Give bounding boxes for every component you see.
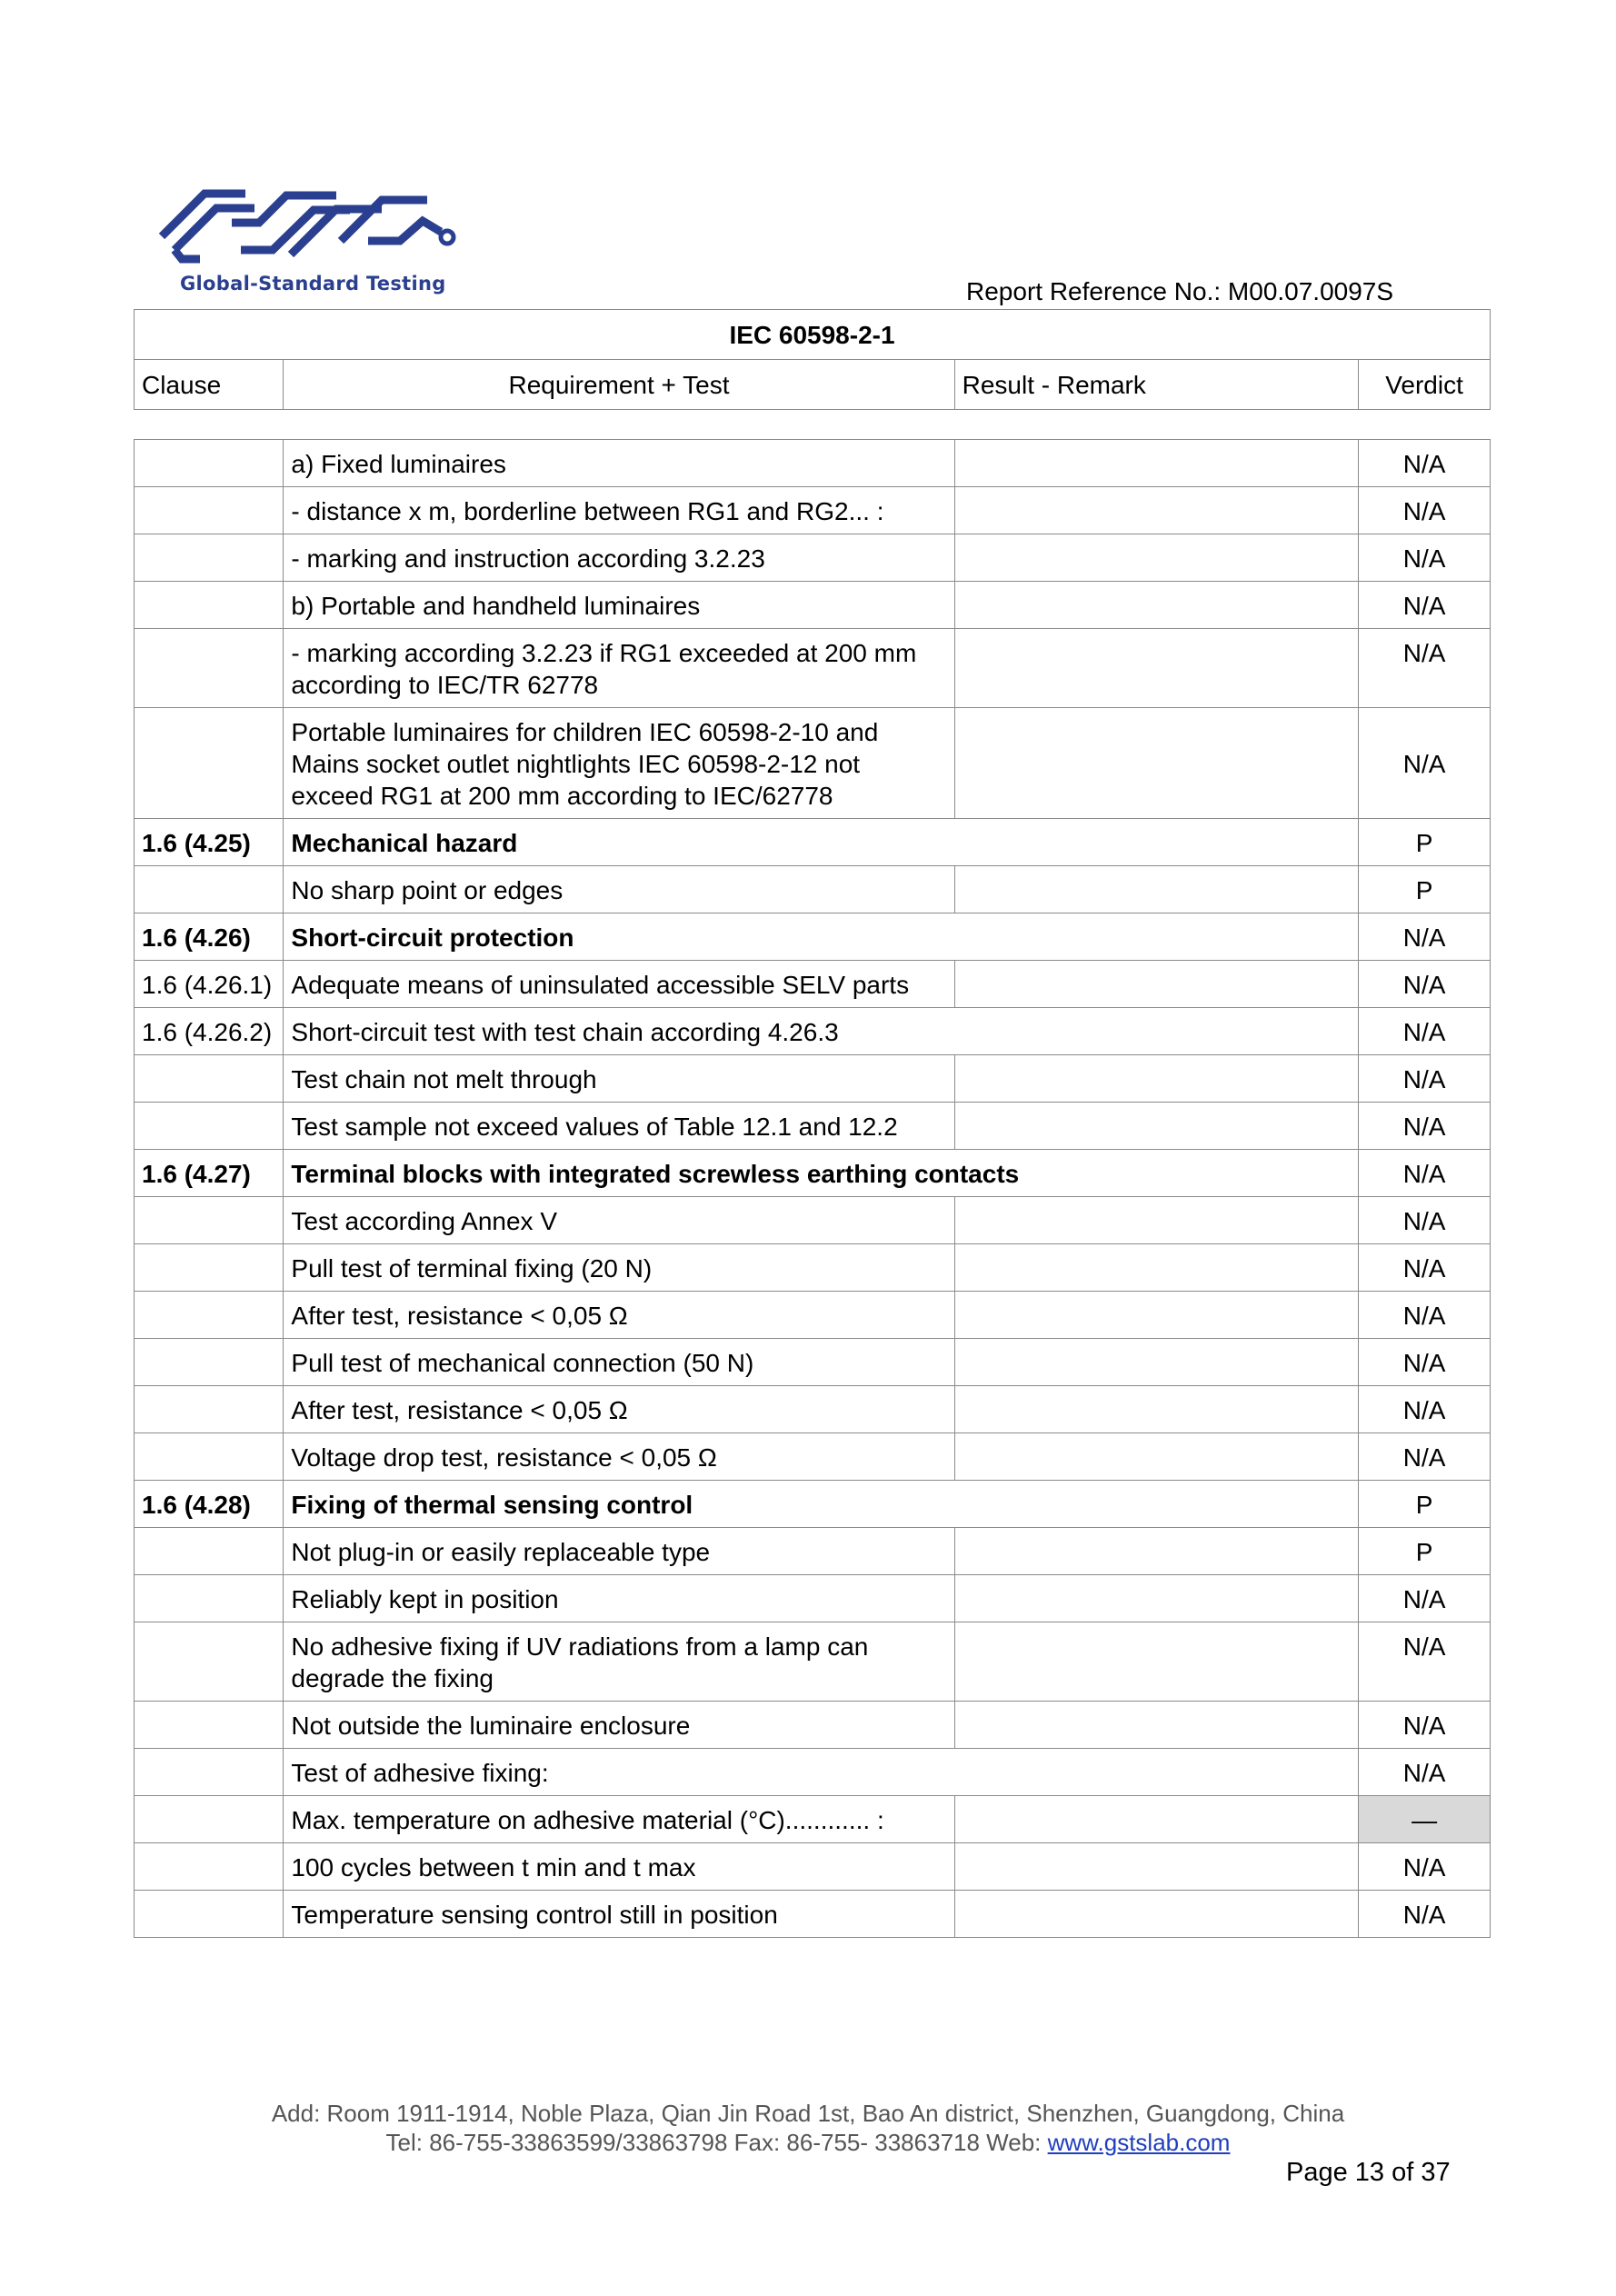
footer-contact bbox=[0, 2129, 1616, 2157]
requirement-cell: 100 cycles between t min and t max bbox=[284, 1843, 954, 1891]
result-cell bbox=[954, 1796, 1359, 1843]
clause-cell bbox=[135, 1702, 284, 1749]
requirement-cell: No sharp point or edges bbox=[284, 866, 954, 913]
result-cell bbox=[954, 1575, 1359, 1622]
standard-title: IEC 60598-2-1 bbox=[135, 310, 1491, 360]
requirement-cell: Temperature sensing control still in position bbox=[284, 1891, 954, 1938]
result-cell bbox=[954, 1055, 1359, 1103]
col-result-header: Result - Remark bbox=[954, 360, 1359, 410]
clause-cell bbox=[135, 1433, 284, 1481]
result-cell bbox=[954, 440, 1359, 487]
requirement-cell: Test chain not melt through bbox=[284, 1055, 954, 1103]
clause-cell bbox=[135, 1103, 284, 1150]
table-row bbox=[135, 708, 1491, 819]
verdict-cell: N/A bbox=[1359, 1244, 1491, 1292]
verdict-cell: N/A bbox=[1359, 1008, 1491, 1055]
verdict-cell: N/A bbox=[1359, 1702, 1491, 1749]
table-row bbox=[135, 819, 1491, 866]
result-cell bbox=[954, 1433, 1359, 1481]
clause-cell bbox=[135, 582, 284, 629]
table-row bbox=[135, 487, 1491, 534]
verdict-cell: N/A bbox=[1359, 629, 1491, 708]
requirement-cell: No adhesive fixing if UV radiations from a lamp can degrade the fixing bbox=[284, 1622, 954, 1702]
result-cell bbox=[954, 1843, 1359, 1891]
clause-cell: 1.6 (4.27) bbox=[135, 1150, 284, 1197]
requirement-cell: After test, resistance < 0,05 Ω bbox=[284, 1292, 954, 1339]
clause-cell bbox=[135, 1622, 284, 1702]
clause-cell bbox=[135, 534, 284, 582]
requirement-cell: Terminal blocks with integrated screwless earthing contacts bbox=[284, 1150, 1359, 1197]
table-row bbox=[135, 1197, 1491, 1244]
verdict-cell: N/A bbox=[1359, 1103, 1491, 1150]
requirement-cell: Portable luminaires for children IEC 60598-2-10 and Mains socket outlet nightlights IEC 60598-2-12 not exceed RG1 at 200 mm according to IEC/62778 bbox=[284, 708, 954, 819]
verdict-cell: N/A bbox=[1359, 1575, 1491, 1622]
result-cell bbox=[954, 1339, 1359, 1386]
table-row bbox=[135, 1843, 1491, 1891]
result-cell bbox=[954, 582, 1359, 629]
result-cell bbox=[954, 866, 1359, 913]
clause-cell bbox=[135, 1575, 284, 1622]
requirement-cell: - distance x m, borderline between RG1 and RG2... : bbox=[284, 487, 954, 534]
clause-cell bbox=[135, 1891, 284, 1938]
verdict-cell: N/A bbox=[1359, 534, 1491, 582]
verdict-cell: — bbox=[1359, 1796, 1491, 1843]
verdict-cell: P bbox=[1359, 1481, 1491, 1528]
table-row bbox=[135, 1622, 1491, 1702]
clause-cell: 1.6 (4.25) bbox=[135, 819, 284, 866]
verdict-cell: N/A bbox=[1359, 1055, 1491, 1103]
result-cell bbox=[954, 1622, 1359, 1702]
requirement-cell: - marking and instruction according 3.2.23 bbox=[284, 534, 954, 582]
report-reference: Report Reference No.: M00.07.0097S bbox=[966, 277, 1394, 305]
verdict-cell: P bbox=[1359, 1528, 1491, 1575]
requirement-cell: Short-circuit test with test chain according 4.26.3 bbox=[284, 1008, 1359, 1055]
result-cell bbox=[954, 534, 1359, 582]
table-row bbox=[135, 1008, 1491, 1055]
requirement-cell: Test of adhesive fixing: bbox=[284, 1749, 1359, 1796]
verdict-cell: N/A bbox=[1359, 1622, 1491, 1702]
table-row bbox=[135, 629, 1491, 708]
table-row bbox=[135, 1150, 1491, 1197]
verdict-cell: N/A bbox=[1359, 1150, 1491, 1197]
clause-cell bbox=[135, 1244, 284, 1292]
requirement-cell: b) Portable and handheld luminaires bbox=[284, 582, 954, 629]
table-row bbox=[135, 1339, 1491, 1386]
result-cell bbox=[954, 1528, 1359, 1575]
table-row bbox=[135, 1749, 1491, 1796]
clause-cell bbox=[135, 1796, 284, 1843]
verdict-cell: N/A bbox=[1359, 961, 1491, 1008]
requirement-cell: Short-circuit protection bbox=[284, 913, 1359, 961]
requirement-cell: Test sample not exceed values of Table 12.1 and 12.2 bbox=[284, 1103, 954, 1150]
verdict-cell: N/A bbox=[1359, 487, 1491, 534]
requirement-cell: Mechanical hazard bbox=[284, 819, 1359, 866]
verdict-cell: N/A bbox=[1359, 1433, 1491, 1481]
table-row bbox=[135, 534, 1491, 582]
verdict-cell: N/A bbox=[1359, 582, 1491, 629]
clause-cell bbox=[135, 1055, 284, 1103]
clause-cell bbox=[135, 866, 284, 913]
verdict-cell: N/A bbox=[1359, 913, 1491, 961]
requirement-cell: Voltage drop test, resistance < 0,05 Ω bbox=[284, 1433, 954, 1481]
clause-cell: 1.6 (4.28) bbox=[135, 1481, 284, 1528]
logo-caption: Global-Standard Testing bbox=[180, 273, 446, 294]
requirement-cell: Pull test of terminal fixing (20 N) bbox=[284, 1244, 954, 1292]
col-requirement-header: Requirement + Test bbox=[284, 360, 954, 410]
verdict-cell: N/A bbox=[1359, 1843, 1491, 1891]
table-row bbox=[135, 1481, 1491, 1528]
clause-cell: 1.6 (4.26.2) bbox=[135, 1008, 284, 1055]
result-cell bbox=[954, 1386, 1359, 1433]
clause-cell: 1.6 (4.26.1) bbox=[135, 961, 284, 1008]
result-cell bbox=[954, 1103, 1359, 1150]
table-row bbox=[135, 961, 1491, 1008]
table-row bbox=[135, 1891, 1491, 1938]
verdict-cell: N/A bbox=[1359, 1891, 1491, 1938]
table-row bbox=[135, 1055, 1491, 1103]
result-cell bbox=[954, 487, 1359, 534]
requirement-cell: a) Fixed luminaires bbox=[284, 440, 954, 487]
verdict-cell: N/A bbox=[1359, 1197, 1491, 1244]
table-row bbox=[135, 1433, 1491, 1481]
verdict-cell: N/A bbox=[1359, 1339, 1491, 1386]
table-row bbox=[135, 866, 1491, 913]
verdict-cell: N/A bbox=[1359, 1292, 1491, 1339]
clause-cell bbox=[135, 1339, 284, 1386]
clause-cell bbox=[135, 1528, 284, 1575]
table-row bbox=[135, 1575, 1491, 1622]
result-cell bbox=[954, 708, 1359, 819]
clause-cell bbox=[135, 1197, 284, 1244]
result-cell bbox=[954, 961, 1359, 1008]
clause-cell: 1.6 (4.26) bbox=[135, 913, 284, 961]
requirement-cell: Pull test of mechanical connection (50 N) bbox=[284, 1339, 954, 1386]
requirement-cell: Test according Annex V bbox=[284, 1197, 954, 1244]
col-verdict-header: Verdict bbox=[1359, 360, 1491, 410]
footer-web-link[interactable]: www.gstslab.com bbox=[1047, 2129, 1231, 2156]
result-cell bbox=[954, 1197, 1359, 1244]
table-row bbox=[135, 1386, 1491, 1433]
table-row bbox=[135, 1702, 1491, 1749]
col-clause-header: Clause bbox=[135, 360, 284, 410]
requirement-cell: Reliably kept in position bbox=[284, 1575, 954, 1622]
verdict-cell: P bbox=[1359, 819, 1491, 866]
result-cell bbox=[954, 629, 1359, 708]
result-cell bbox=[954, 1244, 1359, 1292]
header-table bbox=[134, 309, 1491, 410]
clause-cell bbox=[135, 1843, 284, 1891]
verdict-cell: N/A bbox=[1359, 1749, 1491, 1796]
requirement-cell: Max. temperature on adhesive material (°C)............ : bbox=[284, 1796, 954, 1843]
clause-cell bbox=[135, 1386, 284, 1433]
clause-cell bbox=[135, 708, 284, 819]
footer-contact-text: Tel: 86-755-33863599/33863798 Fax: 86-755- 33863718 Web: bbox=[385, 2129, 1048, 2156]
table-row bbox=[135, 1796, 1491, 1843]
table-row bbox=[135, 1292, 1491, 1339]
requirement-cell: Adequate means of uninsulated accessible SELV parts bbox=[284, 961, 954, 1008]
clause-cell bbox=[135, 440, 284, 487]
requirement-cell: Not plug-in or easily replaceable type bbox=[284, 1528, 954, 1575]
table-row bbox=[135, 582, 1491, 629]
clause-cell bbox=[135, 487, 284, 534]
verdict-cell: N/A bbox=[1359, 440, 1491, 487]
clause-cell bbox=[135, 1292, 284, 1339]
verdict-cell: N/A bbox=[1359, 708, 1491, 819]
verdict-cell: N/A bbox=[1359, 1386, 1491, 1433]
result-cell bbox=[954, 1292, 1359, 1339]
clause-cell bbox=[135, 1749, 284, 1796]
requirement-cell: - marking according 3.2.23 if RG1 exceeded at 200 mm according to IEC/TR 62778 bbox=[284, 629, 954, 708]
footer-address: Add: Room 1911-1914, Noble Plaza, Qian Jin Road 1st, Bao An district, Shenzhen, Guangdong, China bbox=[271, 2100, 1345, 2127]
table-row bbox=[135, 1244, 1491, 1292]
requirement-cell: Fixing of thermal sensing control bbox=[284, 1481, 1359, 1528]
table-row bbox=[135, 1103, 1491, 1150]
clause-cell bbox=[135, 629, 284, 708]
result-cell bbox=[954, 1702, 1359, 1749]
table-row bbox=[135, 913, 1491, 961]
verdict-cell: P bbox=[1359, 866, 1491, 913]
table-row bbox=[135, 440, 1491, 487]
requirement-cell: After test, resistance < 0,05 Ω bbox=[284, 1386, 954, 1433]
clause-table bbox=[134, 439, 1491, 1938]
requirement-cell: Not outside the luminaire enclosure bbox=[284, 1702, 954, 1749]
table-row bbox=[135, 1528, 1491, 1575]
page-number: Page 13 of 37 bbox=[1286, 2158, 1451, 2187]
result-cell bbox=[954, 1891, 1359, 1938]
